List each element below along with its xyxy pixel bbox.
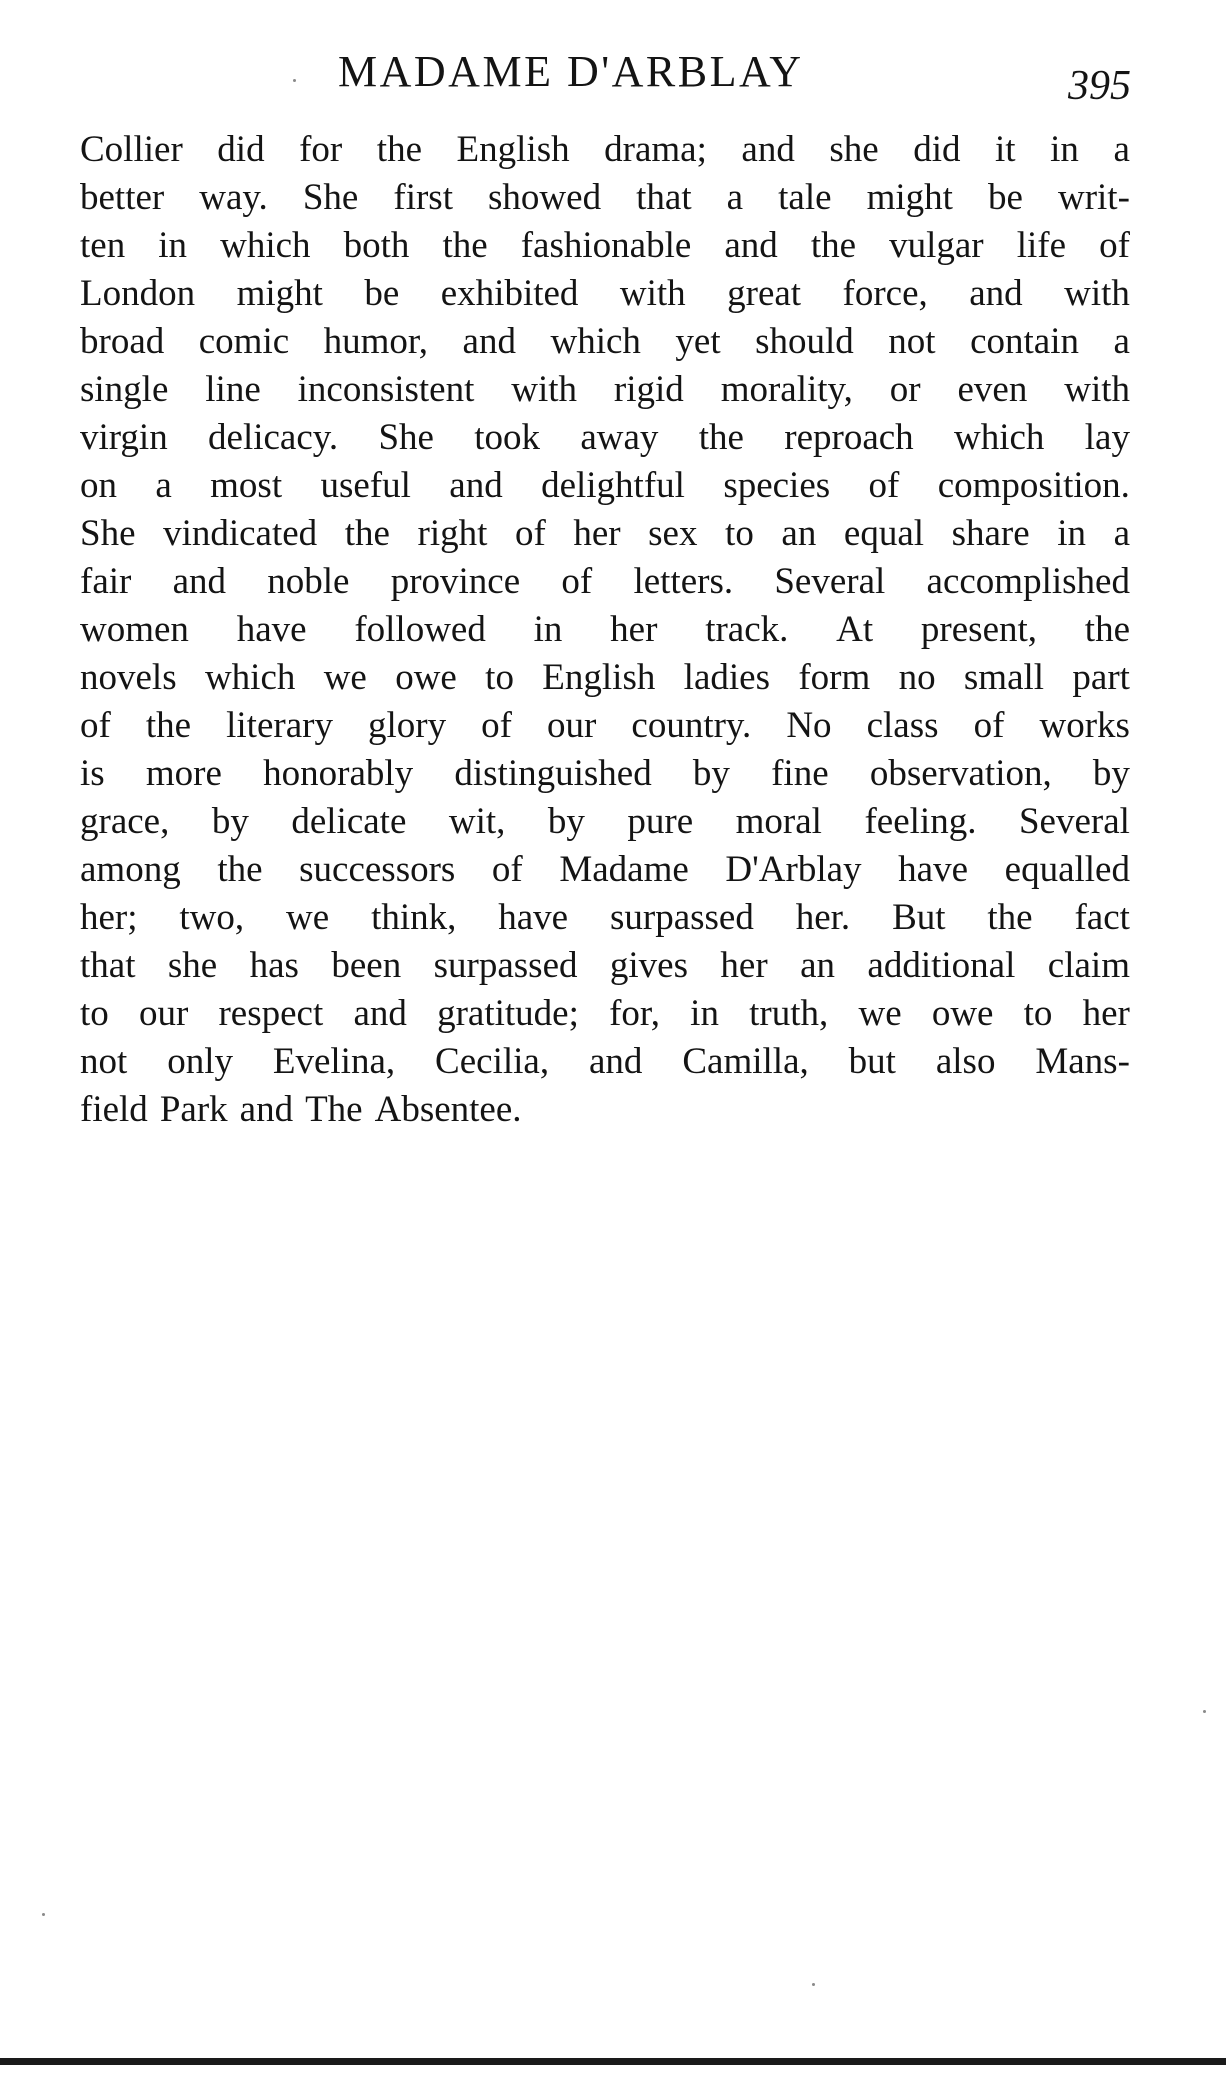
text-line: single line inconsistent with rigid morality, or even with [80, 369, 1130, 410]
text-line: of the literary glory of our country. No class of works [80, 705, 1130, 746]
text-line: on a most useful and delightful species of composition. [80, 465, 1130, 506]
text-line: is more honorably distinguished by fine observation, by [80, 753, 1130, 794]
bottom-rule [0, 2058, 1226, 2065]
text-line: fair and noble province of letters. Several accomplished [80, 561, 1130, 602]
text-line: her; two, we think, have surpassed her. But the fact [80, 897, 1130, 938]
text-line: among the successors of Madame D'Arblay have equalled [80, 849, 1130, 890]
paper-speck [293, 79, 296, 82]
text-line: women have followed in her track. At present, the [80, 609, 1130, 650]
text-line: field Park and The Absentee. [80, 1089, 522, 1130]
body-text [80, 126, 1130, 1134]
text-line: grace, by delicate wit, by pure moral feeling. Several [80, 801, 1130, 842]
paper-speck [42, 1913, 45, 1916]
page-number: 395 [1068, 63, 1131, 109]
text-line: broad comic humor, and which yet should not contain a [80, 321, 1130, 362]
text-line: She vindicated the right of her sex to an equal share in a [80, 513, 1130, 554]
text-line: to our respect and gratitude; for, in truth, we owe to her [80, 993, 1130, 1034]
text-line: not only Evelina, Cecilia, and Camilla, but also Mans- [80, 1041, 1130, 1082]
text-line: novels which we owe to English ladies form no small part [80, 657, 1130, 698]
text-line: that she has been surpassed gives her an additional claim [80, 945, 1130, 986]
running-title: MADAME D'ARBLAY [338, 47, 804, 96]
text-line: Collier did for the English drama; and she did it in a [80, 129, 1130, 170]
running-head [0, 42, 1226, 109]
text-line: virgin delicacy. She took away the reproach which lay [80, 417, 1130, 458]
text-line: better way. She first showed that a tale might be writ- [80, 177, 1130, 218]
paper-speck [812, 1983, 815, 1986]
paper-speck [1203, 1710, 1206, 1713]
text-line: London might be exhibited with great force, and with [80, 273, 1130, 314]
text-line: ten in which both the fashionable and the vulgar life of [80, 225, 1130, 266]
